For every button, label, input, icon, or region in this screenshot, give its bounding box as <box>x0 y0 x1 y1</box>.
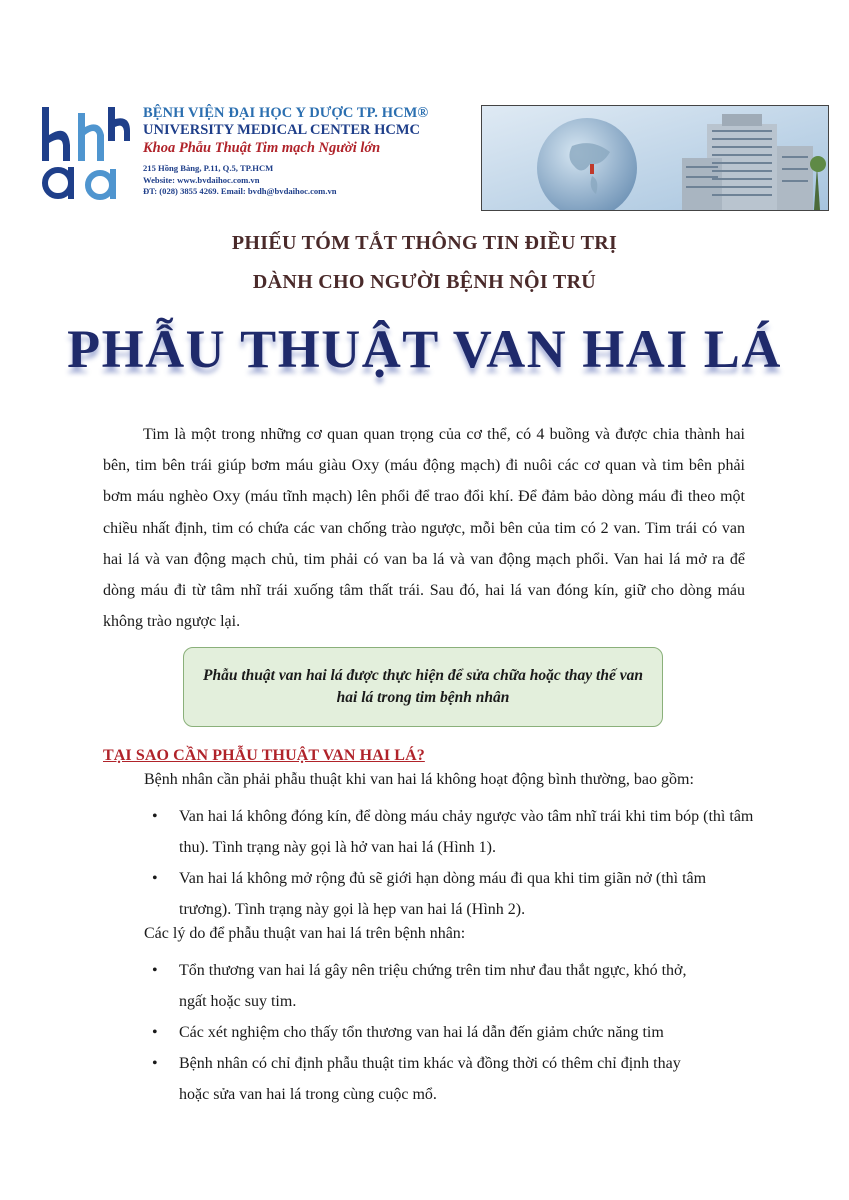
callout-text: Phẫu thuật van hai lá được thực hiện để sửa chữa hoặc thay thế van hai lá trong tim bệnh nhân <box>203 667 643 706</box>
conditions-list <box>144 801 754 925</box>
hospital-address: 215 Hồng Bàng, P.11, Q.5, TP.HCM <box>143 163 274 173</box>
hospital-website: Website: www.bvdaihoc.com.vn <box>143 174 260 185</box>
section-intro: Bệnh nhân cần phải phẫu thuật khi van hai lá không hoạt động bình thường, bao gồm: <box>144 771 694 788</box>
page-title: PHẪU THUẬT VAN HAI LÁ <box>67 319 782 379</box>
reasons-list <box>144 955 754 1110</box>
hospital-logo-icon <box>38 105 134 201</box>
hospital-contact: ĐT: (028) 3855 4269. Email: bvdh@bvdaihoc.com.vn <box>143 186 337 196</box>
hospital-name-en: UNIVERSITY MEDICAL CENTER HCMC <box>143 122 421 138</box>
hospital-banner-image <box>481 105 829 211</box>
section-heading: TẠI SAO CẦN PHẪU THUẬT VAN HAI LÁ? <box>103 747 425 764</box>
document-header <box>38 103 828 213</box>
hospital-info <box>143 105 503 198</box>
reasons-intro: Các lý do để phẫu thuật van hai lá trên bệnh nhân: <box>144 925 466 942</box>
hospital-name-vi: BỆNH VIỆN ĐẠI HỌC Y DƯỢC TP. HCM® <box>143 105 429 121</box>
list-item: • Van hai lá không mở rộng đủ sẽ giới hạn dòng máu đi qua khi tim giãn nở (thì tâm trương). Tình trạng này gọi là hẹp van hai lá (Hình 2). <box>144 863 754 925</box>
list-item: • Bệnh nhân có chỉ định phẫu thuật tim khác và đồng thời có thêm chỉ định thay hoặc sửa van hai lá trong cùng cuộc mổ. <box>144 1048 754 1110</box>
list-item: • Van hai lá không đóng kín, để dòng máu chảy ngược vào tâm nhĩ trái khi tim bóp (thì tâm thu). Tình trạng này gọi là hở van hai lá (Hình 1). <box>144 801 754 863</box>
department-name: Khoa Phẫu Thuật Tim mạch Người lớn <box>143 140 381 156</box>
callout-box <box>183 647 663 727</box>
intro-paragraph: Tim là một trong những cơ quan quan trọng của cơ thể, có 4 buồng và được chia thành hai bên, tim bên trái giúp bơm máu giàu Oxy (máu động mạch) đi nuôi các cơ quan và tim bên phải bơm máu nghèo Oxy (máu tĩnh mạch) lên phổi để trao đổi khí. Để đảm bảo dòng máu đi theo một chiều nhất định, tim có chứa các van chống trào ngược, mỗi bên của tim có 2 van. Tim trái có van hai lá và van động mạch chủ, tim phải có van ba lá và van động mạch phổi. Van hai lá mở ra để dòng máu đi từ tâm nhĩ trái xuống tâm thất trái. Sau đó, hai lá van đóng kín, giữ cho dòng máu không trào ngược lại. <box>103 426 745 631</box>
list-item: • Các xét nghiệm cho thấy tổn thương van hai lá dẫn đến giảm chức năng tim <box>144 1017 754 1048</box>
list-item: • Tổn thương van hai lá gây nên triệu chứng trên tim như đau thắt ngực, khó thở, ngất hoặc suy tim. <box>144 955 754 1017</box>
document-subtitle-2: DÀNH CHO NGƯỜI BỆNH NỘI TRÚ <box>252 271 597 293</box>
globe-building-icon <box>482 106 828 210</box>
document-subtitle-1: PHIẾU TÓM TẮT THÔNG TIN ĐIỀU TRỊ <box>231 232 618 254</box>
